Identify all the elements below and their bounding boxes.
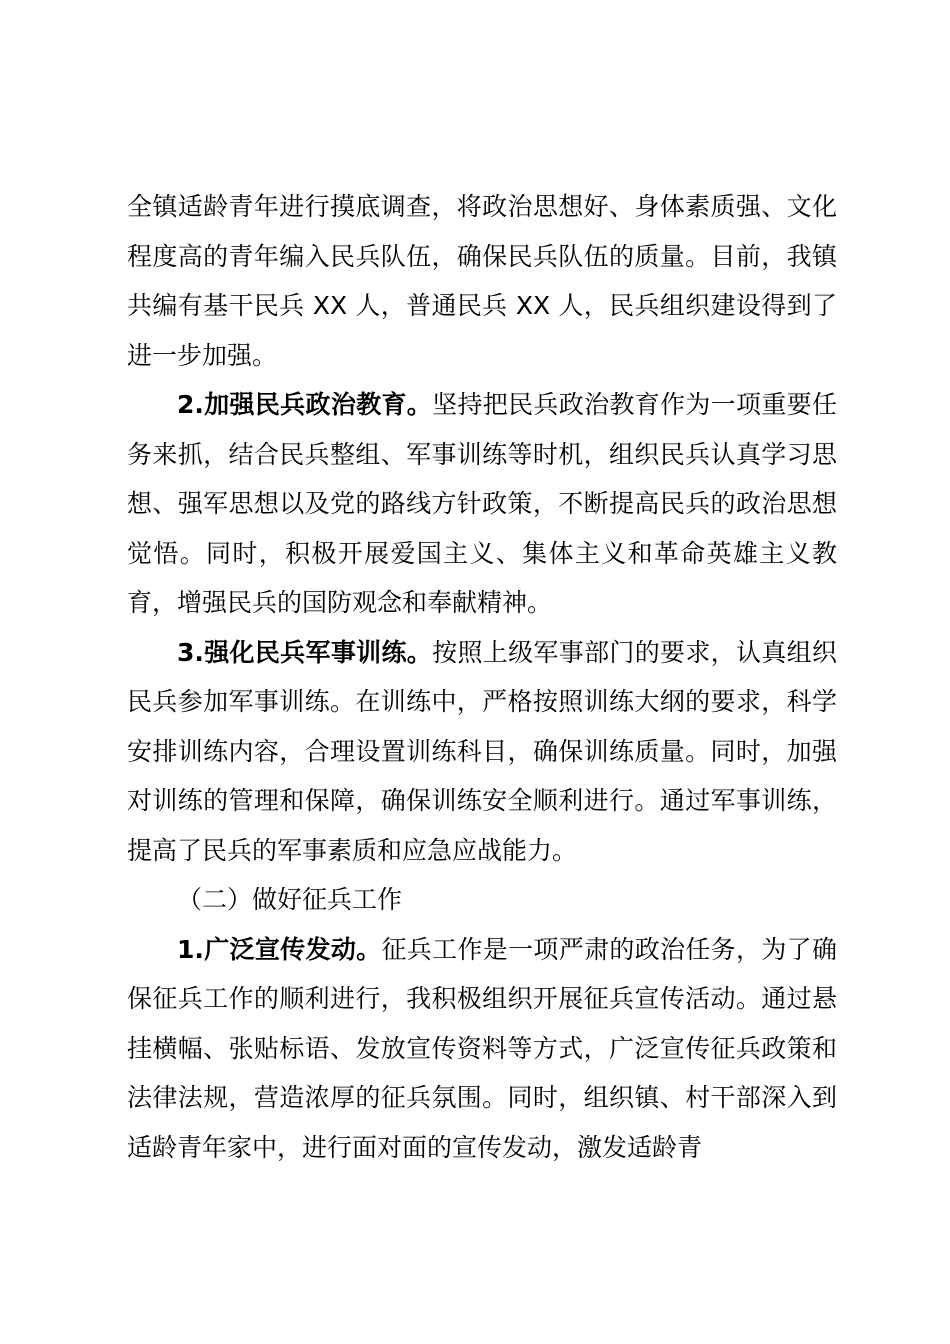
paragraph-continuation (127, 182, 837, 380)
paragraph-political-education (127, 380, 837, 628)
paragraph-text: 按照上级军事部门的要求，认真组织民兵参加军事训练。在训练中，严格按照训练大纲的要求，科学安排训练内容，合理设置训练科目，确保训练质量。同时，加强对训练的管理和保障，确保训练安全顺利进行。通过军事训练，提高了民兵的军事素质和应急应战能力。 (127, 637, 837, 865)
paragraph-publicity (127, 925, 837, 1173)
section-heading-conscription (127, 875, 837, 925)
paragraph-text: 征兵工作是一项严肃的政治任务，为了确保征兵工作的顺利进行，我积极组织开展征兵宣传活动。通过悬挂横幅、张贴标语、发放宣传资料等方式，广泛宣传征兵政策和法律法规，营造浓厚的征兵氛围。同时，组织镇、村干部深入到适龄青年家中，进行面对面的宣传发动，激发适龄青 (127, 934, 837, 1162)
paragraph-text: 坚持把民兵政治教育作为一项重要任务来抓，结合民兵整组、军事训练等时机，组织民兵认真学习思想、强军思想以及党的路线方针政策，不断提高民兵的政治思想觉悟。同时，积极开展爱国主义、集体主义和革命英雄主义教育，增强民兵的国防观念和奉献精神。 (127, 390, 837, 617)
document-body (127, 182, 837, 1172)
paragraph-heading: 1.广泛宣传发动。 (177, 934, 382, 964)
paragraph-heading: 3.强化民兵军事训练。 (177, 637, 433, 667)
paragraph-military-training (127, 628, 837, 876)
paragraph-heading: 2.加强民兵政治教育。 (177, 390, 433, 419)
paragraph-text: 全镇适龄青年进行摸底调查，将政治思想好、身体素质强、文化程度高的青年编入民兵队伍，确保民兵队伍的质量。目前，我镇共编有基干民兵 XX 人，普通民兵 XX 人，民兵组织建设得到了进一步加强。 (127, 192, 837, 370)
section-heading-text: （二）做好征兵工作 (177, 885, 403, 914)
